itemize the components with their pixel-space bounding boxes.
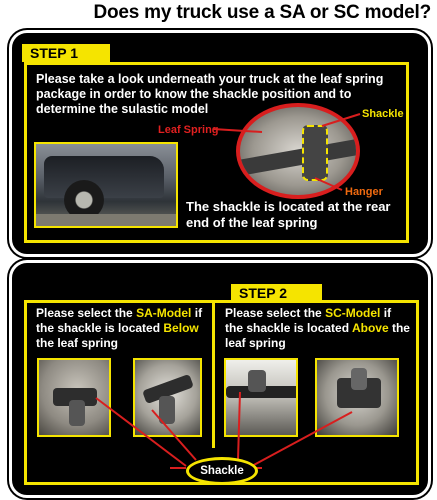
sa-position: Below [163, 321, 199, 335]
step1-label: STEP 1 [22, 44, 110, 62]
step2-label: STEP 2 [231, 284, 322, 302]
sc-position: Above [351, 321, 389, 335]
sa-pointer-2 [152, 410, 196, 460]
sc-suffix: the leaf spring [225, 321, 410, 350]
sa-middle: if the shackle is located [36, 306, 203, 335]
shackle-location-text: The shackle is located at the rear end of the leaf spring [186, 199, 391, 230]
sa-prefix: Please select the [36, 306, 137, 320]
sc-pointer-1 [238, 392, 240, 460]
hanger-pointer [315, 178, 342, 190]
sc-middle: if the shackle is located [225, 306, 392, 335]
sa-model-name: SA-Model [136, 306, 192, 320]
sc-prefix: Please select the [225, 306, 326, 320]
sc-model-name: SC-Model [325, 306, 381, 320]
shackle-label: Shackle [362, 108, 404, 120]
sa-suffix: the leaf spring [36, 336, 119, 350]
leaf-spring-pointer [213, 129, 262, 132]
hanger-label: Hanger [345, 186, 383, 198]
page-title: Does my truck use a SA or SC model? [93, 2, 431, 23]
shackle-pointer [322, 114, 360, 126]
shackle-badge: Shackle [186, 457, 258, 485]
leaf-spring-label: Leaf Spring [158, 124, 219, 136]
step1-instructions: Please take a look underneath your truck at the leaf spring package in order to know the shackle position and to determine the sulastic model [36, 72, 384, 116]
sc-pointer-2 [252, 412, 352, 466]
